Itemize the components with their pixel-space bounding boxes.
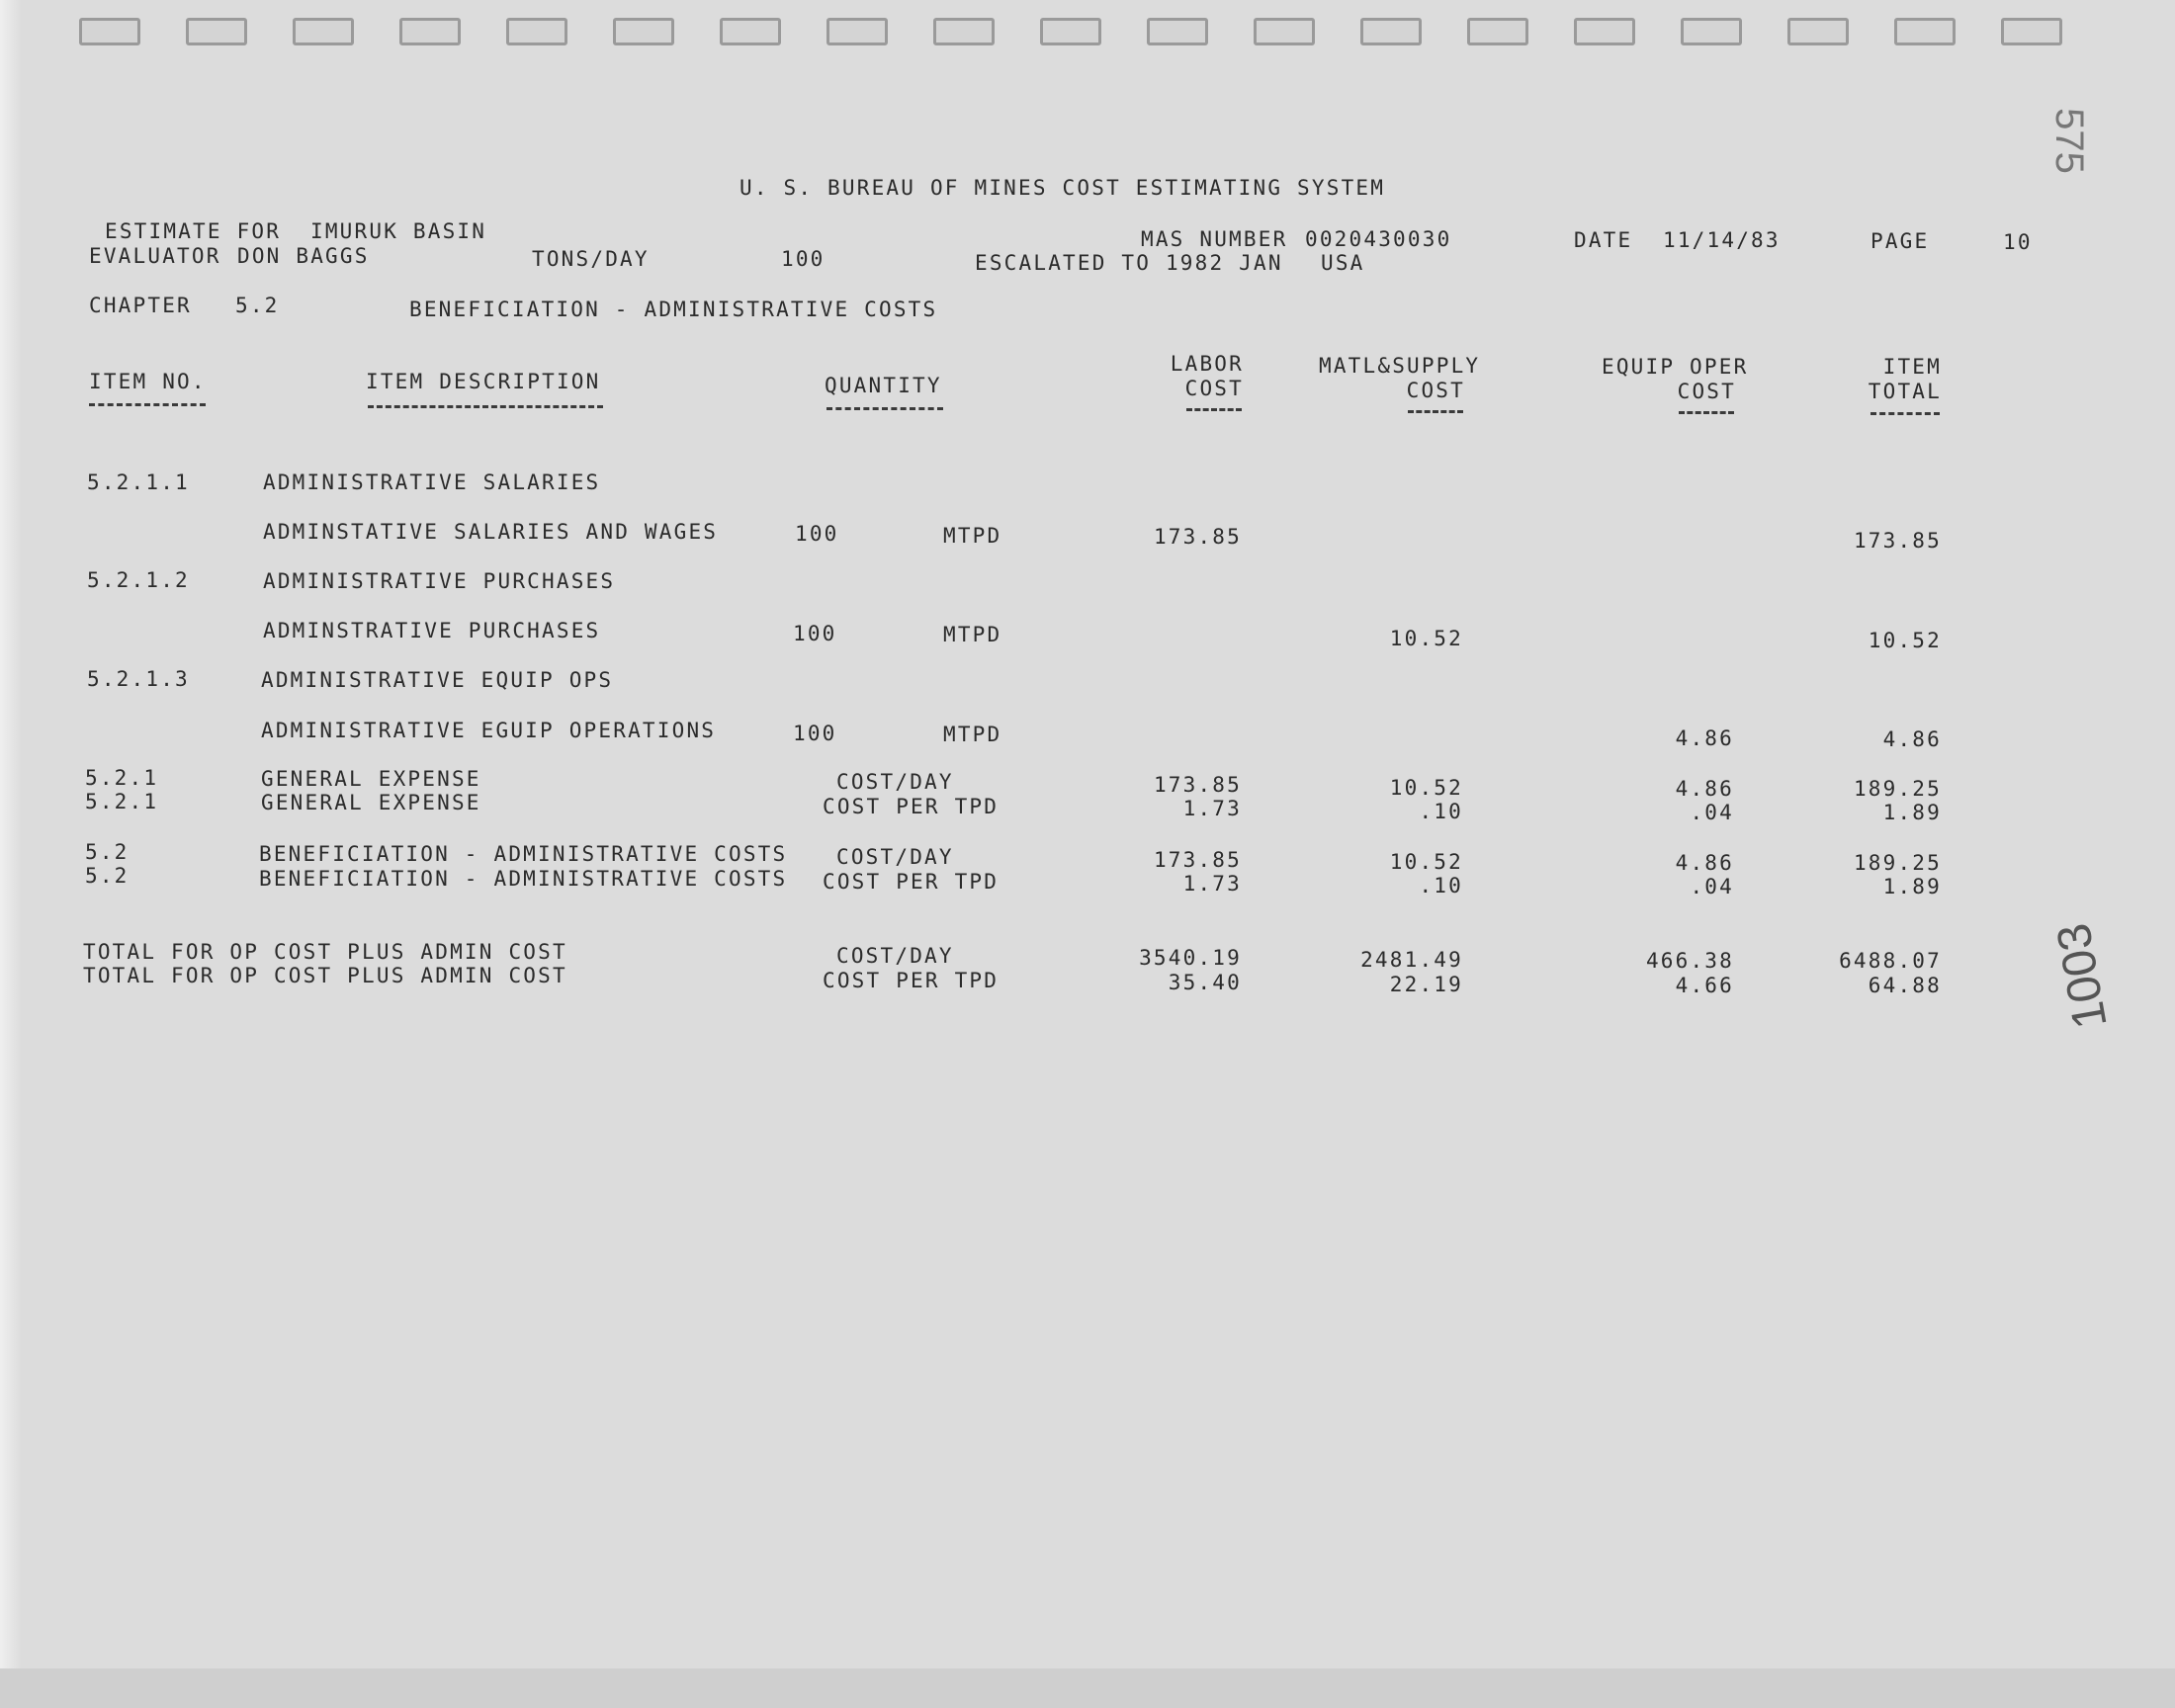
col-total-2: TOTAL	[1868, 380, 1942, 403]
summary-description: BENEFICIATION - ADMINISTRATIVE COSTS	[259, 842, 788, 866]
tons-day-label: TONS/DAY	[532, 247, 650, 271]
row-item-no: 5.2.1.1	[87, 470, 190, 494]
chapter-label: CHAPTER	[89, 294, 192, 317]
mas-number-value: 0020430030	[1305, 227, 1452, 251]
row-quantity: 100	[793, 622, 837, 645]
col-item-description: ITEM DESCRIPTION	[366, 370, 601, 393]
row-quantity: 100	[793, 722, 837, 745]
summary-matl: 10.52	[1389, 776, 1463, 800]
chapter-title: BENEFICIATION - ADMINISTRATIVE COSTS	[409, 298, 938, 321]
summary-matl: .10	[1419, 800, 1463, 823]
summary-labor: 173.85	[1153, 773, 1242, 797]
summary-matl: .10	[1419, 874, 1463, 897]
row-description: ADMINISTRATIVE EGUIP OPERATIONS	[261, 719, 717, 742]
row-description: ADMINISTRATIVE PURCHASES	[263, 569, 616, 593]
tractor-feed-holes	[79, 18, 2116, 49]
col-quantity: QUANTITY	[825, 374, 942, 397]
summary-item-no: 5.2.1	[85, 766, 159, 790]
row-item-no: 5.2.1.3	[87, 667, 190, 691]
row-item-total: 4.86	[1882, 727, 1942, 751]
col-labor-1: LABOR	[1170, 352, 1244, 376]
grand-total-description: TOTAL FOR OP COST PLUS ADMIN COST	[83, 964, 567, 987]
grand-total-equip: 4.66	[1675, 974, 1734, 997]
row-description: ADMINISTRATIVE SALARIES	[263, 470, 601, 494]
summary-equip: 4.86	[1675, 777, 1734, 801]
date-value: 11/14/83	[1663, 228, 1781, 252]
grand-total-item: 64.88	[1868, 974, 1942, 997]
summary-equip: .04	[1690, 875, 1734, 898]
chapter-number: 5.2	[235, 294, 280, 317]
escalated-text: ESCALATED TO 1982 JAN	[975, 251, 1283, 275]
country-text: USA	[1321, 251, 1365, 275]
row-unit: MTPD	[943, 723, 1002, 746]
col-equip-1: EQUIP OPER	[1602, 355, 1749, 379]
report-title: U. S. BUREAU OF MINES COST ESTIMATING SYSTEM	[740, 176, 1386, 200]
mas-number-label: MAS NUMBER	[1141, 227, 1288, 251]
row-unit: MTPD	[943, 524, 1002, 548]
margin-number-top: 575	[2047, 108, 2092, 174]
row-labor-cost: 173.85	[1153, 525, 1242, 549]
row-description: ADMINSTRATIVE PURCHASES	[263, 619, 601, 642]
row-item-no: 5.2.1.2	[87, 568, 190, 592]
summary-total: 189.25	[1853, 777, 1942, 801]
summary-total: 1.89	[1882, 875, 1942, 898]
grand-total-matl: 22.19	[1389, 973, 1463, 996]
estimate-for-value: IMURUK BASIN	[310, 219, 487, 243]
summary-labor: 173.85	[1153, 848, 1242, 872]
grand-total-description: TOTAL FOR OP COST PLUS ADMIN COST	[83, 940, 567, 964]
evaluator-value: DON BAGGS	[237, 244, 370, 268]
page-label: PAGE	[1870, 229, 1930, 253]
row-equip-cost: 4.86	[1675, 726, 1734, 750]
col-matl-2: COST	[1406, 379, 1465, 402]
grand-total-equip: 466.38	[1645, 949, 1734, 973]
row-quantity: 100	[795, 522, 839, 546]
summary-description: GENERAL EXPENSE	[261, 791, 481, 814]
row-matl-cost: 10.52	[1389, 627, 1463, 650]
row-item-total: 10.52	[1868, 629, 1942, 652]
summary-equip: .04	[1690, 801, 1734, 824]
summary-equip: 4.86	[1675, 851, 1734, 875]
summary-item-no: 5.2	[85, 864, 130, 888]
col-total-1: ITEM	[1882, 355, 1942, 379]
sheet-edge	[0, 0, 22, 1708]
grand-total-labor: 3540.19	[1139, 946, 1242, 970]
evaluator-label: EVALUATOR	[89, 244, 221, 268]
grand-total-labor: 35.40	[1168, 971, 1242, 994]
summary-item-no: 5.2.1	[85, 790, 159, 813]
row-item-total: 173.85	[1853, 529, 1942, 553]
estimate-for-label: ESTIMATE FOR	[105, 219, 282, 243]
summary-basis: COST/DAY	[836, 845, 954, 869]
summary-total: 189.25	[1853, 851, 1942, 875]
col-matl-1: MATL&SUPPLY	[1319, 354, 1481, 378]
col-labor-2: COST	[1184, 377, 1244, 400]
page-number: 10	[2003, 230, 2033, 254]
summary-basis: COST PER TPD	[823, 795, 1000, 818]
summary-labor: 1.73	[1182, 797, 1242, 820]
col-item-no: ITEM NO.	[89, 370, 207, 393]
col-equip-2: COST	[1677, 380, 1736, 403]
summary-labor: 1.73	[1182, 872, 1242, 896]
row-unit: MTPD	[943, 623, 1002, 646]
tons-day-value: 100	[781, 247, 826, 271]
grand-total-basis: COST PER TPD	[823, 969, 1000, 992]
grand-total-item: 6488.07	[1839, 949, 1942, 973]
summary-basis: COST PER TPD	[823, 870, 1000, 894]
row-description: ADMINISTRATIVE EQUIP OPS	[261, 668, 614, 692]
summary-basis: COST/DAY	[836, 770, 954, 794]
grand-total-basis: COST/DAY	[836, 944, 954, 968]
summary-description: BENEFICIATION - ADMINISTRATIVE COSTS	[259, 867, 788, 891]
row-description: ADMINSTATIVE SALARIES AND WAGES	[263, 520, 719, 544]
summary-item-no: 5.2	[85, 840, 130, 864]
summary-description: GENERAL EXPENSE	[261, 767, 481, 791]
date-label: DATE	[1574, 228, 1633, 252]
margin-number: 1003	[2047, 919, 2118, 1033]
summary-total: 1.89	[1882, 801, 1942, 824]
summary-matl: 10.52	[1389, 850, 1463, 874]
grand-total-matl: 2481.49	[1360, 948, 1463, 972]
